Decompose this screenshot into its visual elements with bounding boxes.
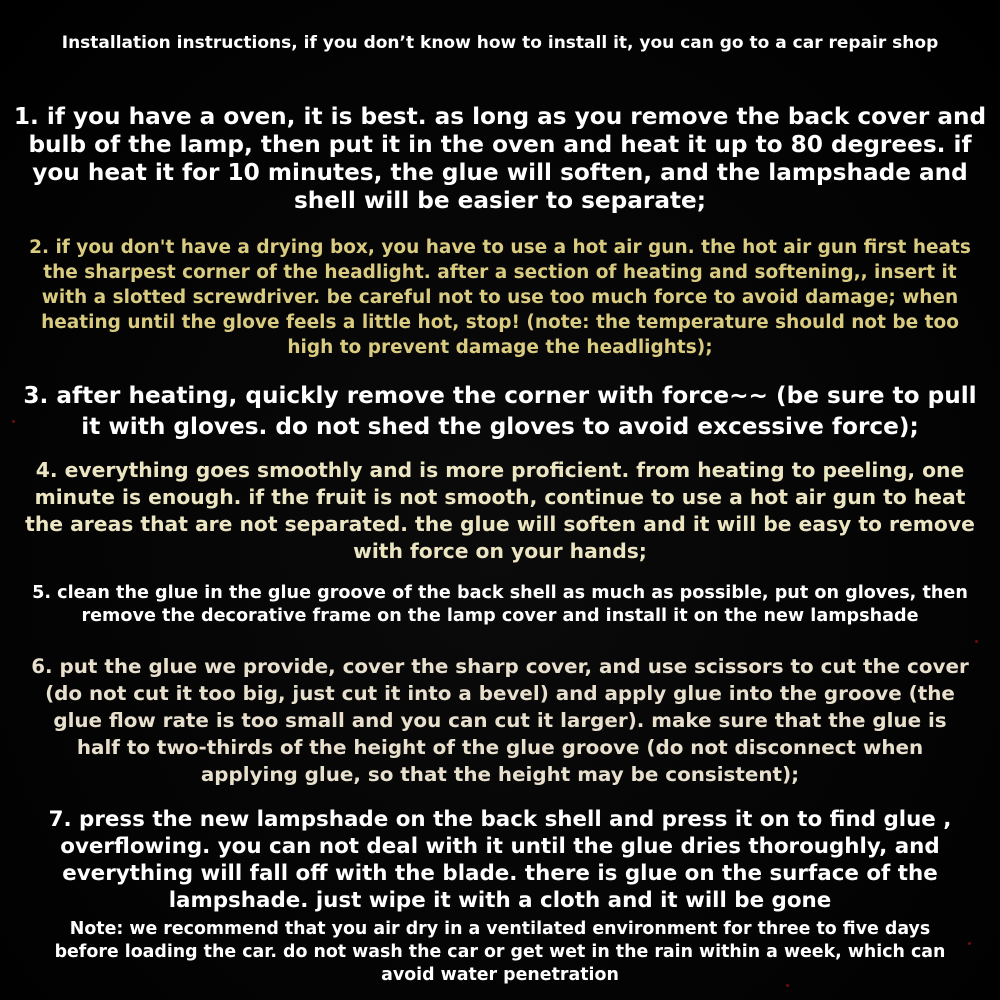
step-6-apply-glue: 6. put the glue we provide, cover the sharp cover, and use scissors to cut the cover (do not cut it too big, just cut it into a bevel) and apply glue into the groove (the glue flow rate is too small and you can cut it larger). make sure that the glue is half to two-thirds of the height of the glue groove (do not disconnect when applying glue, so that the height may be consistent);	[31, 655, 969, 786]
background-speck	[786, 984, 789, 987]
background-speck	[968, 942, 971, 945]
step-3-remove-corner: 3. after heating, quickly remove the corner with force~~ (be sure to pull it with gloves. do not shed the gloves to avoid excessive force);	[23, 382, 977, 440]
step-1-oven: 1. if you have a oven, it is best. as long as you remove the back cover and bulb of the lamp, then put it in the oven and heat it up to 80 degrees. if you heat it for 10 minutes, the glue will soften, and the lampshade and shell will be easier to separate;	[13, 103, 987, 214]
instructions-heading: Installation instructions, if you don’t know how to install it, you can go to a car repair shop	[61, 33, 939, 53]
background-speck	[12, 420, 15, 423]
step-4-peeling: 4. everything goes smoothly and is more proficient. from heating to peeling, one minute is enough. if the fruit is not smooth, continue to use a hot air gun to heat the areas that are not separated. the glue will soften and it will be easy to remove with force on your hands;	[25, 458, 975, 563]
step-7-press-lampshade: 7. press the new lampshade on the back shell and press it on to find glue , overflowing. you can not deal with it until the glue dries thoroughly, and everything will fall off with the blade. there is glue on the surface of the lampshade. just wipe it with a cloth and it will be gone	[48, 807, 952, 913]
step-2-hot-air-gun: 2. if you don't have a drying box, you have to use a hot air gun. the hot air gun first heats the sharpest corner of the headlight. after a section of heating and softening,, insert it with a slotted screwdriver. be careful not to use too much force to avoid damage; when heating until the glove feels a little hot, stop! (note: the temperature should not be too high to prevent damage the headlights);	[29, 237, 971, 358]
background-speck	[975, 640, 978, 643]
drying-note: Note: we recommend that you air dry in a ventilated environment for three to five days before loading the car. do not wash the car or get wet in the rain within a week, which can avoid water penetration	[54, 919, 946, 985]
step-5-clean-glue: 5. clean the glue in the glue groove of the back shell as much as possible, put on gloves, then remove the decorative frame on the lamp cover and install it on the new lampshade	[32, 583, 968, 626]
